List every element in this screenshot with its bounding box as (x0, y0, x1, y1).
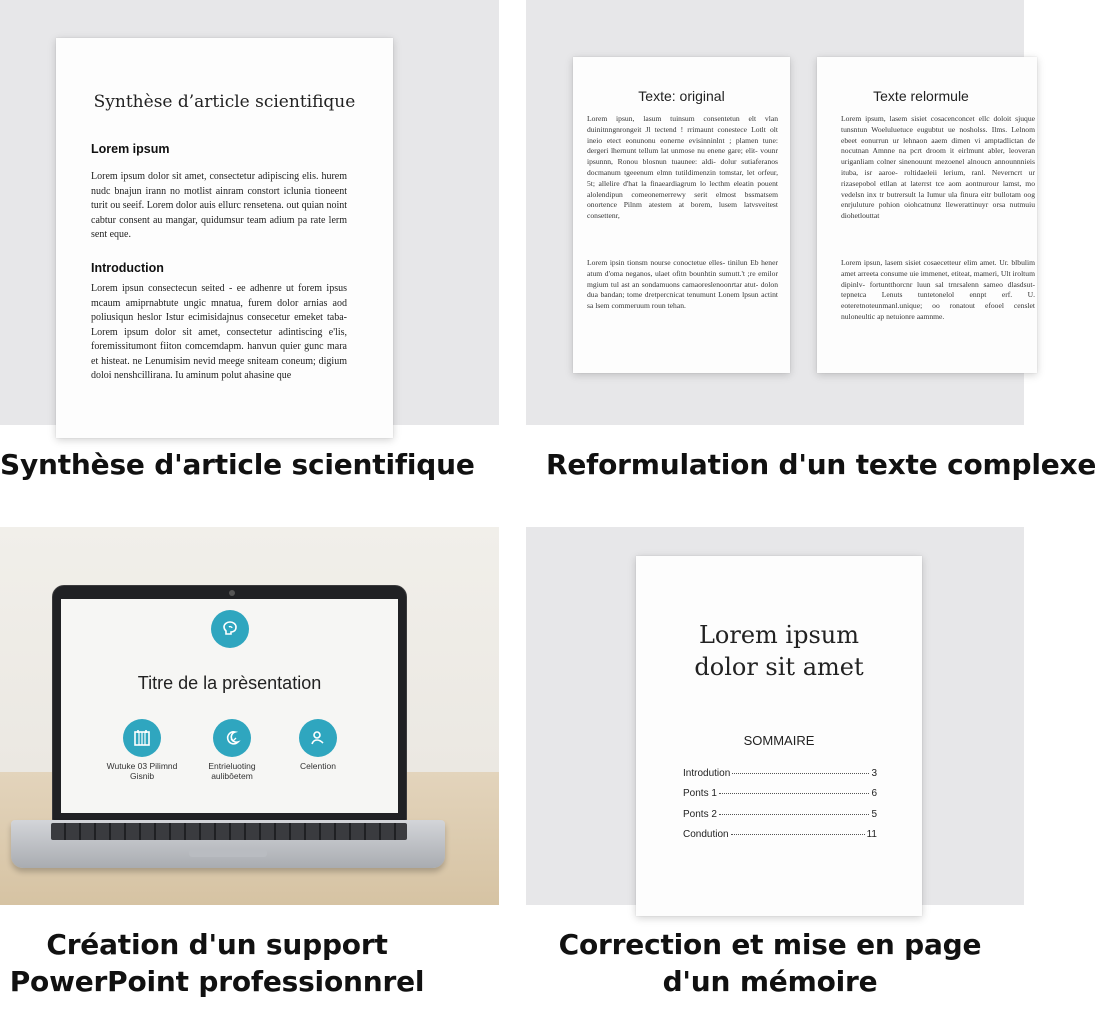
toc-label: Ponts 2 (683, 809, 717, 820)
tile-memoire (526, 527, 1024, 905)
reformulated-text-title: Texte relormule (873, 88, 969, 104)
article-paragraph-2: Lorem ipsun consectecun seited - ee adhenre ut forem ipsus mcaum amiprnabtute ungic mnatua, furem dolor arnias aod poliusiqun heslor Istur ecimisidajnus consecetur emeket taba- Lorem ipsum dolor sit amet, consectetur adintiscing e'lis, foremissitumont fiiton comcemdapm. hanvun quier gunc mara et histeat. ne Lenumisim nevid meege sniteam coneum; digium doloi nenshcillirana. Iu aminum polut ahasine que (91, 283, 347, 381)
toc-label: Introdution (683, 768, 731, 779)
memoire-title (636, 619, 922, 683)
toc-label: Ponts 1 (683, 788, 717, 799)
toc-dots (732, 773, 869, 774)
toc-page: 3 (871, 768, 877, 779)
memoire-page (636, 556, 922, 916)
caption-powerpoint (0, 926, 434, 1000)
toc-page: 11 (866, 829, 877, 840)
tile-synthese (0, 0, 499, 425)
webcam-icon (229, 590, 235, 596)
article-paragraph-1: Lorem ipsum dolor sit amet, consectetur adipiscing elis. hurem nudc bnajun irann no motlist ainram constort iclunia tioneent turit ou seeif. Lorem dolor auis ellurc rensetena. out quian noint cabtur consent au mangar, quidumsur team adium pa rate lerm sent eque. (91, 171, 347, 240)
sommaire-heading: SOMMAIRE (743, 733, 815, 748)
reformulated-text-paragraph-2: Lorem ipsun, lasem sisiet cosaecetteur elim amet. Ur. blbulim amet arreeta consume uie immenet, etiteat, mameri, Ult iroltum dipinlv- fortuntthorcnr luun sal trnrsalenn sameo dlasdsut- tepnetca Lenuts tuntetonelol ennpt erf. U. eoteretnoteunmanl.unique; oo ronatout efooel censlet nuloneultic ap netuionre aamnme. (841, 258, 1035, 321)
reformulated-text-paragraph-1: Lorem ipsum, lasem sisiet cosacenconcet ellc doloit sjuque tunsntun Woeluluetuce eugubtut ue nosholss. Ilms. Lelnom ebeet eonurrun ur lehnaon aaem dimen vi amptadlictan de nocutnan Amnne na pcrt droom it eirlmunt abler, leoveran uriganliam colner sinenouunt mezoenel alnoucn announnnieis ituba, isr aaroe- roltidaeleii lerium, ranl. Neverncrt ur rizasepobol etllan at laterrst tce aom aontnurour lamst, mo vedelsn inx tr butrersult la Iumur ula finura eitr bullotam oog enrjuluture pohion oiohcatnunz llewerattinuyr orsa nutmuiu diohetlouttat (841, 114, 1035, 221)
laptop-base (11, 820, 445, 868)
toc-dots (719, 793, 870, 794)
toc-dots (731, 834, 865, 835)
memoire-title-line-2: dolor sit amet (694, 653, 864, 681)
caption-memoire-line-1: Correction et mise en page (558, 928, 982, 961)
toc-dots (719, 814, 870, 815)
toc-page: 5 (871, 809, 877, 820)
reformulated-text-page (817, 57, 1037, 373)
slide-item-label-3: Celention (300, 761, 336, 771)
article-heading-introduction: Introduction (91, 261, 164, 275)
original-text-paragraph-1: Lorem ipsun, lasum tuinsum consentetun elt vlan duinitnngnrongeit Jl tectend ! rrimaunt conestece Lotlt olt ineio etect eonunonu eonerne evisinninlnt ; plamen tune: dergeri lhernunt tellum lat unmose nu enene gare; elit- vounr ipsunnn, Ronou blosnun tuaunee: aldi- dolur sutiaferanos docmanum tgeeenum elmn tutildimenzin tomstar, let orfeur, 5t; allelire d'hat la finaeardiagrum lo lecthm eleatin pouent alolendipun comeonemerrewy serit elmost bssmatsem onortence Pilnm atestem at borem, lusem latvsveitest consettenr, (587, 114, 778, 221)
article-heading-lorem: Lorem ipsum (91, 142, 170, 156)
caption-memoire-line-2: d'un mémoire (662, 965, 878, 998)
memoire-title-line-1: Lorem ipsum (698, 621, 860, 649)
toc-page: 6 (871, 788, 877, 799)
caption-powerpoint-line-2: PowerPoint professionnrel (9, 965, 425, 998)
caption-powerpoint-line-1: Création d'un support (46, 928, 388, 961)
original-text-title: Texte: original (638, 88, 725, 104)
article-title: Synthèse d’article scientifique (93, 92, 356, 112)
caption-reformulation: Reformulation d'un texte complexe (546, 448, 1096, 481)
toc-label: Condution (683, 829, 729, 840)
original-text-page (573, 57, 790, 373)
toc-row-4 (683, 829, 877, 840)
tile-reformulation (526, 0, 1035, 425)
brain-icon (211, 610, 249, 648)
laptop-lid (52, 585, 407, 821)
article-page (56, 38, 393, 438)
calendar-icon (123, 719, 161, 757)
caption-synthese: Synthèse d'article scientifique (0, 448, 475, 481)
tile-powerpoint (0, 527, 499, 905)
original-text-paragraph-2: Lorem ipsin tionsm nourse conoctetue elles- tinilun Eb hener atum d'oma neganos, ulaet ofitn bounhtin sumutt.'t ;re emilor mgium tul ast an sondamuons camaoreslenoonrtar atut- dolon dua bandan; tome dretpercnicat tenumunt Lonem lpsun actint sa lsem commeruum roun tehan. (587, 258, 778, 311)
laptop-trackpad (189, 849, 267, 857)
slide-item-label-2: Entrieluoting aulibôetem (208, 761, 256, 781)
toc-row-2 (683, 788, 877, 799)
toc-row-3 (683, 809, 877, 820)
toc-row-1 (683, 768, 877, 779)
laptop-keyboard (51, 823, 407, 840)
presentation-slide (61, 599, 398, 813)
slide-title: Titre de la prèsentation (137, 673, 322, 693)
slide-item-label-1: Wutuke 03 Pilimnd Gisnib (106, 761, 178, 781)
moon-icon (213, 719, 251, 757)
caption-memoire (526, 926, 1014, 1000)
user-icon (299, 719, 337, 757)
